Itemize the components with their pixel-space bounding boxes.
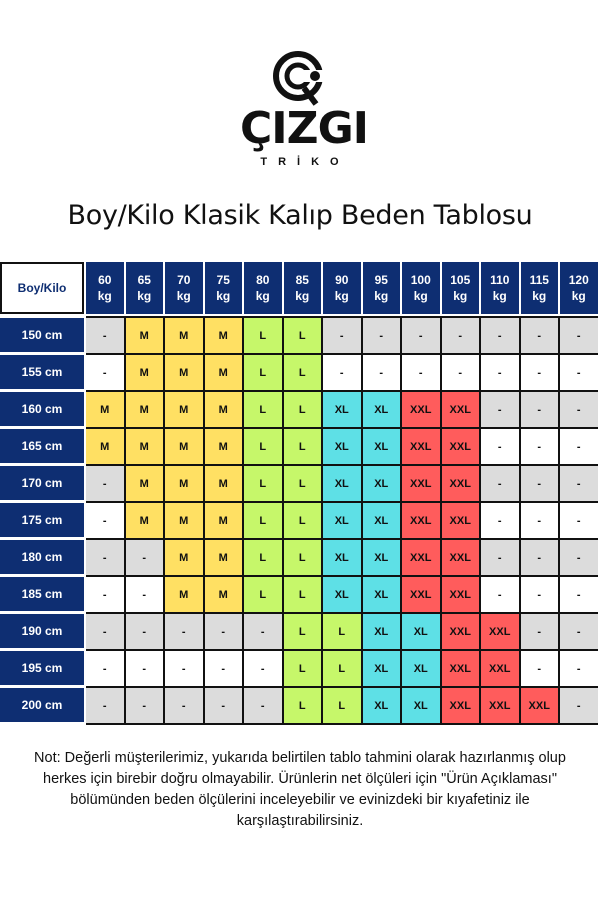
weight-value: 85: [295, 273, 309, 287]
size-cell: -: [560, 649, 598, 686]
size-cell: XXL: [402, 390, 440, 427]
table-body: [0, 316, 600, 723]
size-cell: XL: [323, 390, 361, 427]
weight-unit: kg: [374, 289, 389, 303]
size-cell: M: [165, 390, 203, 427]
size-cell: XXL: [402, 427, 440, 464]
weight-unit: kg: [571, 289, 586, 303]
size-cell: -: [521, 501, 559, 538]
table-row: [0, 427, 600, 464]
page-title: Boy/Kilo Klasik Kalıp Beden Tablosu: [67, 200, 533, 231]
size-cell: L: [284, 686, 322, 723]
brand-name: ÇIZGI: [240, 103, 369, 154]
size-cell: -: [126, 538, 164, 575]
size-cell: L: [284, 390, 322, 427]
size-cell: -: [521, 538, 559, 575]
size-cell: M: [86, 390, 124, 427]
weight-value: 80: [256, 273, 270, 287]
size-cell: -: [481, 575, 519, 612]
size-cell: M: [205, 427, 243, 464]
size-cell: -: [560, 427, 598, 464]
size-cell: L: [284, 501, 322, 538]
size-cell: XXL: [442, 538, 480, 575]
size-cell: L: [244, 427, 282, 464]
size-cell: -: [86, 464, 124, 501]
size-cell: L: [284, 612, 322, 649]
size-cell: -: [560, 316, 598, 353]
size-cell: M: [165, 501, 203, 538]
table-row: [0, 464, 600, 501]
size-cell: XL: [363, 538, 401, 575]
weight-value: 60: [98, 273, 112, 287]
size-cell: M: [126, 427, 164, 464]
size-cell: XXL: [481, 649, 519, 686]
size-cell: L: [284, 649, 322, 686]
size-cell: XL: [363, 612, 401, 649]
size-cell: L: [323, 649, 361, 686]
weight-unit: kg: [453, 289, 468, 303]
size-cell: XXL: [442, 686, 480, 723]
size-cell: XL: [363, 390, 401, 427]
column-header-weight: [481, 262, 519, 314]
size-cell: M: [205, 538, 243, 575]
size-cell: L: [244, 501, 282, 538]
size-cell: M: [165, 575, 203, 612]
size-cell: L: [284, 353, 322, 390]
column-header-weight: [442, 262, 480, 314]
size-cell: L: [323, 686, 361, 723]
table-row: [0, 575, 600, 612]
size-cell: -: [481, 390, 519, 427]
corner-header: Boy/Kilo: [0, 262, 84, 314]
weight-value: 120: [568, 273, 589, 287]
size-cell: M: [205, 575, 243, 612]
size-cell: L: [244, 464, 282, 501]
size-cell: -: [363, 316, 401, 353]
size-cell: M: [126, 316, 164, 353]
size-cell: XXL: [442, 464, 480, 501]
size-cell: XXL: [481, 686, 519, 723]
size-cell: -: [205, 649, 243, 686]
brand-logo: [240, 48, 369, 178]
table-row: [0, 501, 600, 538]
size-cell: -: [86, 538, 124, 575]
column-header-weight: [126, 262, 164, 314]
size-cell: -: [402, 316, 440, 353]
weight-value: 110: [490, 273, 510, 287]
size-cell: XL: [363, 686, 401, 723]
row-header-height: 200 cm: [0, 688, 84, 722]
table-row: [0, 612, 600, 649]
weight-value: 65: [137, 273, 151, 287]
row-header-height: 160 cm: [0, 392, 84, 426]
size-cell: XL: [363, 649, 401, 686]
row-header-height: 170 cm: [0, 466, 84, 500]
size-cell: XL: [363, 501, 401, 538]
size-cell: M: [205, 390, 243, 427]
table-row: [0, 316, 600, 353]
weight-unit: kg: [176, 289, 191, 303]
weight-value: 70: [177, 273, 191, 287]
size-cell: M: [205, 501, 243, 538]
size-cell: -: [521, 649, 559, 686]
size-cell: -: [521, 353, 559, 390]
size-cell: XXL: [481, 612, 519, 649]
size-cell: XL: [323, 427, 361, 464]
size-cell: -: [560, 501, 598, 538]
size-cell: -: [560, 390, 598, 427]
size-cell: XL: [363, 575, 401, 612]
size-cell: XL: [402, 649, 440, 686]
size-cell: L: [244, 575, 282, 612]
size-cell: -: [442, 316, 480, 353]
size-cell: L: [244, 390, 282, 427]
size-cell: M: [126, 501, 164, 538]
column-header-weight: [521, 262, 559, 314]
size-cell: L: [284, 427, 322, 464]
size-cell: -: [481, 464, 519, 501]
size-cell: L: [323, 612, 361, 649]
size-cell: L: [284, 575, 322, 612]
size-cell: XL: [363, 427, 401, 464]
size-cell: M: [205, 464, 243, 501]
size-cell: XXL: [402, 464, 440, 501]
size-cell: -: [521, 612, 559, 649]
size-cell: -: [126, 612, 164, 649]
size-cell: -: [126, 686, 164, 723]
table-bottom-border: [86, 723, 598, 725]
size-cell: -: [244, 686, 282, 723]
size-cell: -: [521, 316, 559, 353]
row-header-height: 150 cm: [0, 318, 84, 352]
weight-value: 115: [529, 273, 549, 287]
size-cell: M: [205, 316, 243, 353]
weight-value: 100: [410, 273, 431, 287]
table-row: [0, 686, 600, 723]
size-cell: XXL: [442, 427, 480, 464]
size-cell: M: [86, 427, 124, 464]
size-cell: -: [323, 353, 361, 390]
size-cell: -: [560, 575, 598, 612]
weight-unit: kg: [97, 289, 112, 303]
size-cell: XL: [402, 612, 440, 649]
column-header-weight: [205, 262, 243, 314]
weight-unit: kg: [255, 289, 270, 303]
weight-value: 75: [216, 273, 230, 287]
size-cell: L: [244, 353, 282, 390]
size-cell: -: [244, 649, 282, 686]
size-cell: XL: [402, 686, 440, 723]
header-row: [0, 262, 600, 316]
size-cell: -: [363, 353, 401, 390]
size-cell: -: [560, 686, 598, 723]
weight-unit: kg: [492, 289, 507, 303]
size-cell: -: [560, 612, 598, 649]
row-header-height: 175 cm: [0, 503, 84, 537]
column-header-weight: [363, 262, 401, 314]
table-row: [0, 390, 600, 427]
column-header-weight: [165, 262, 203, 314]
size-cell: -: [126, 649, 164, 686]
size-cell: -: [86, 501, 124, 538]
brand-subtitle: TRİKO: [260, 156, 350, 168]
weight-value: 105: [450, 273, 471, 287]
weight-unit: kg: [334, 289, 349, 303]
column-header-weight: [86, 262, 124, 314]
size-cell: -: [402, 353, 440, 390]
row-header-height: 180 cm: [0, 540, 84, 574]
size-cell: XXL: [442, 575, 480, 612]
size-cell: -: [481, 316, 519, 353]
row-header-height: 190 cm: [0, 614, 84, 648]
size-chart-table: [0, 262, 600, 725]
row-header-height: 185 cm: [0, 577, 84, 611]
weight-value: 95: [374, 273, 388, 287]
size-cell: M: [165, 427, 203, 464]
size-cell: -: [442, 353, 480, 390]
weight-value: 90: [335, 273, 349, 287]
size-cell: M: [165, 316, 203, 353]
column-header-weight: [323, 262, 361, 314]
disclaimer-note: Not: Değerli müşterilerimiz, yukarıda belirtilen tablo tahmini olarak hazırlanmış olup herkes için birebir doğru olmayabilir. Ürünlerin net ölçüleri için "Ürün Açıklaması" bölümünden beden ölçülerini inceleyebilir ve evinizdeki bir kıyafetiniz ile karşılaştırabilirsiniz.: [34, 750, 566, 829]
weight-unit: kg: [137, 289, 152, 303]
size-cell: M: [126, 353, 164, 390]
table-row: [0, 538, 600, 575]
size-cell: M: [205, 353, 243, 390]
size-cell: XXL: [442, 390, 480, 427]
size-cell: -: [86, 686, 124, 723]
size-cell: L: [284, 538, 322, 575]
size-cell: XXL: [402, 501, 440, 538]
size-cell: L: [284, 464, 322, 501]
size-cell: XL: [323, 538, 361, 575]
size-cell: -: [244, 612, 282, 649]
size-cell: -: [481, 538, 519, 575]
size-cell: -: [481, 501, 519, 538]
size-cell: L: [284, 316, 322, 353]
size-cell: -: [521, 390, 559, 427]
size-cell: -: [481, 353, 519, 390]
size-cell: M: [165, 538, 203, 575]
weight-unit: kg: [295, 289, 310, 303]
size-cell: XXL: [402, 538, 440, 575]
size-cell: -: [560, 538, 598, 575]
size-cell: -: [481, 427, 519, 464]
column-header-weight: [244, 262, 282, 314]
column-header-weight: [402, 262, 440, 314]
size-cell: XXL: [442, 501, 480, 538]
size-cell: -: [560, 353, 598, 390]
size-cell: -: [560, 464, 598, 501]
size-cell: -: [521, 575, 559, 612]
column-header-weight: [284, 262, 322, 314]
size-cell: -: [86, 575, 124, 612]
size-cell: M: [126, 390, 164, 427]
size-cell: -: [86, 353, 124, 390]
weight-unit: kg: [413, 289, 428, 303]
size-cell: L: [244, 316, 282, 353]
size-cell: -: [165, 612, 203, 649]
cq-monogram-icon: [270, 48, 330, 108]
size-cell: XL: [323, 464, 361, 501]
size-cell: M: [165, 353, 203, 390]
row-header-height: 195 cm: [0, 651, 84, 685]
size-cell: -: [86, 316, 124, 353]
weight-unit: kg: [216, 289, 231, 303]
size-cell: XXL: [442, 612, 480, 649]
row-header-height: 155 cm: [0, 355, 84, 389]
size-cell: M: [165, 464, 203, 501]
weight-unit: kg: [532, 289, 547, 303]
size-cell: -: [86, 649, 124, 686]
size-cell: -: [165, 686, 203, 723]
size-cell: XXL: [521, 686, 559, 723]
size-cell: -: [205, 686, 243, 723]
size-cell: XL: [363, 464, 401, 501]
size-cell: M: [126, 464, 164, 501]
size-cell: -: [126, 575, 164, 612]
column-header-weight: [560, 262, 598, 314]
table-row: [0, 649, 600, 686]
size-cell: XL: [323, 501, 361, 538]
size-cell: -: [521, 427, 559, 464]
table-row: [0, 353, 600, 390]
size-cell: -: [521, 464, 559, 501]
row-header-height: 165 cm: [0, 429, 84, 463]
size-cell: XXL: [402, 575, 440, 612]
size-cell: XXL: [442, 649, 480, 686]
size-cell: -: [165, 649, 203, 686]
size-cell: XL: [323, 575, 361, 612]
size-cell: L: [244, 538, 282, 575]
size-cell: -: [323, 316, 361, 353]
size-cell: -: [86, 612, 124, 649]
size-cell: -: [205, 612, 243, 649]
